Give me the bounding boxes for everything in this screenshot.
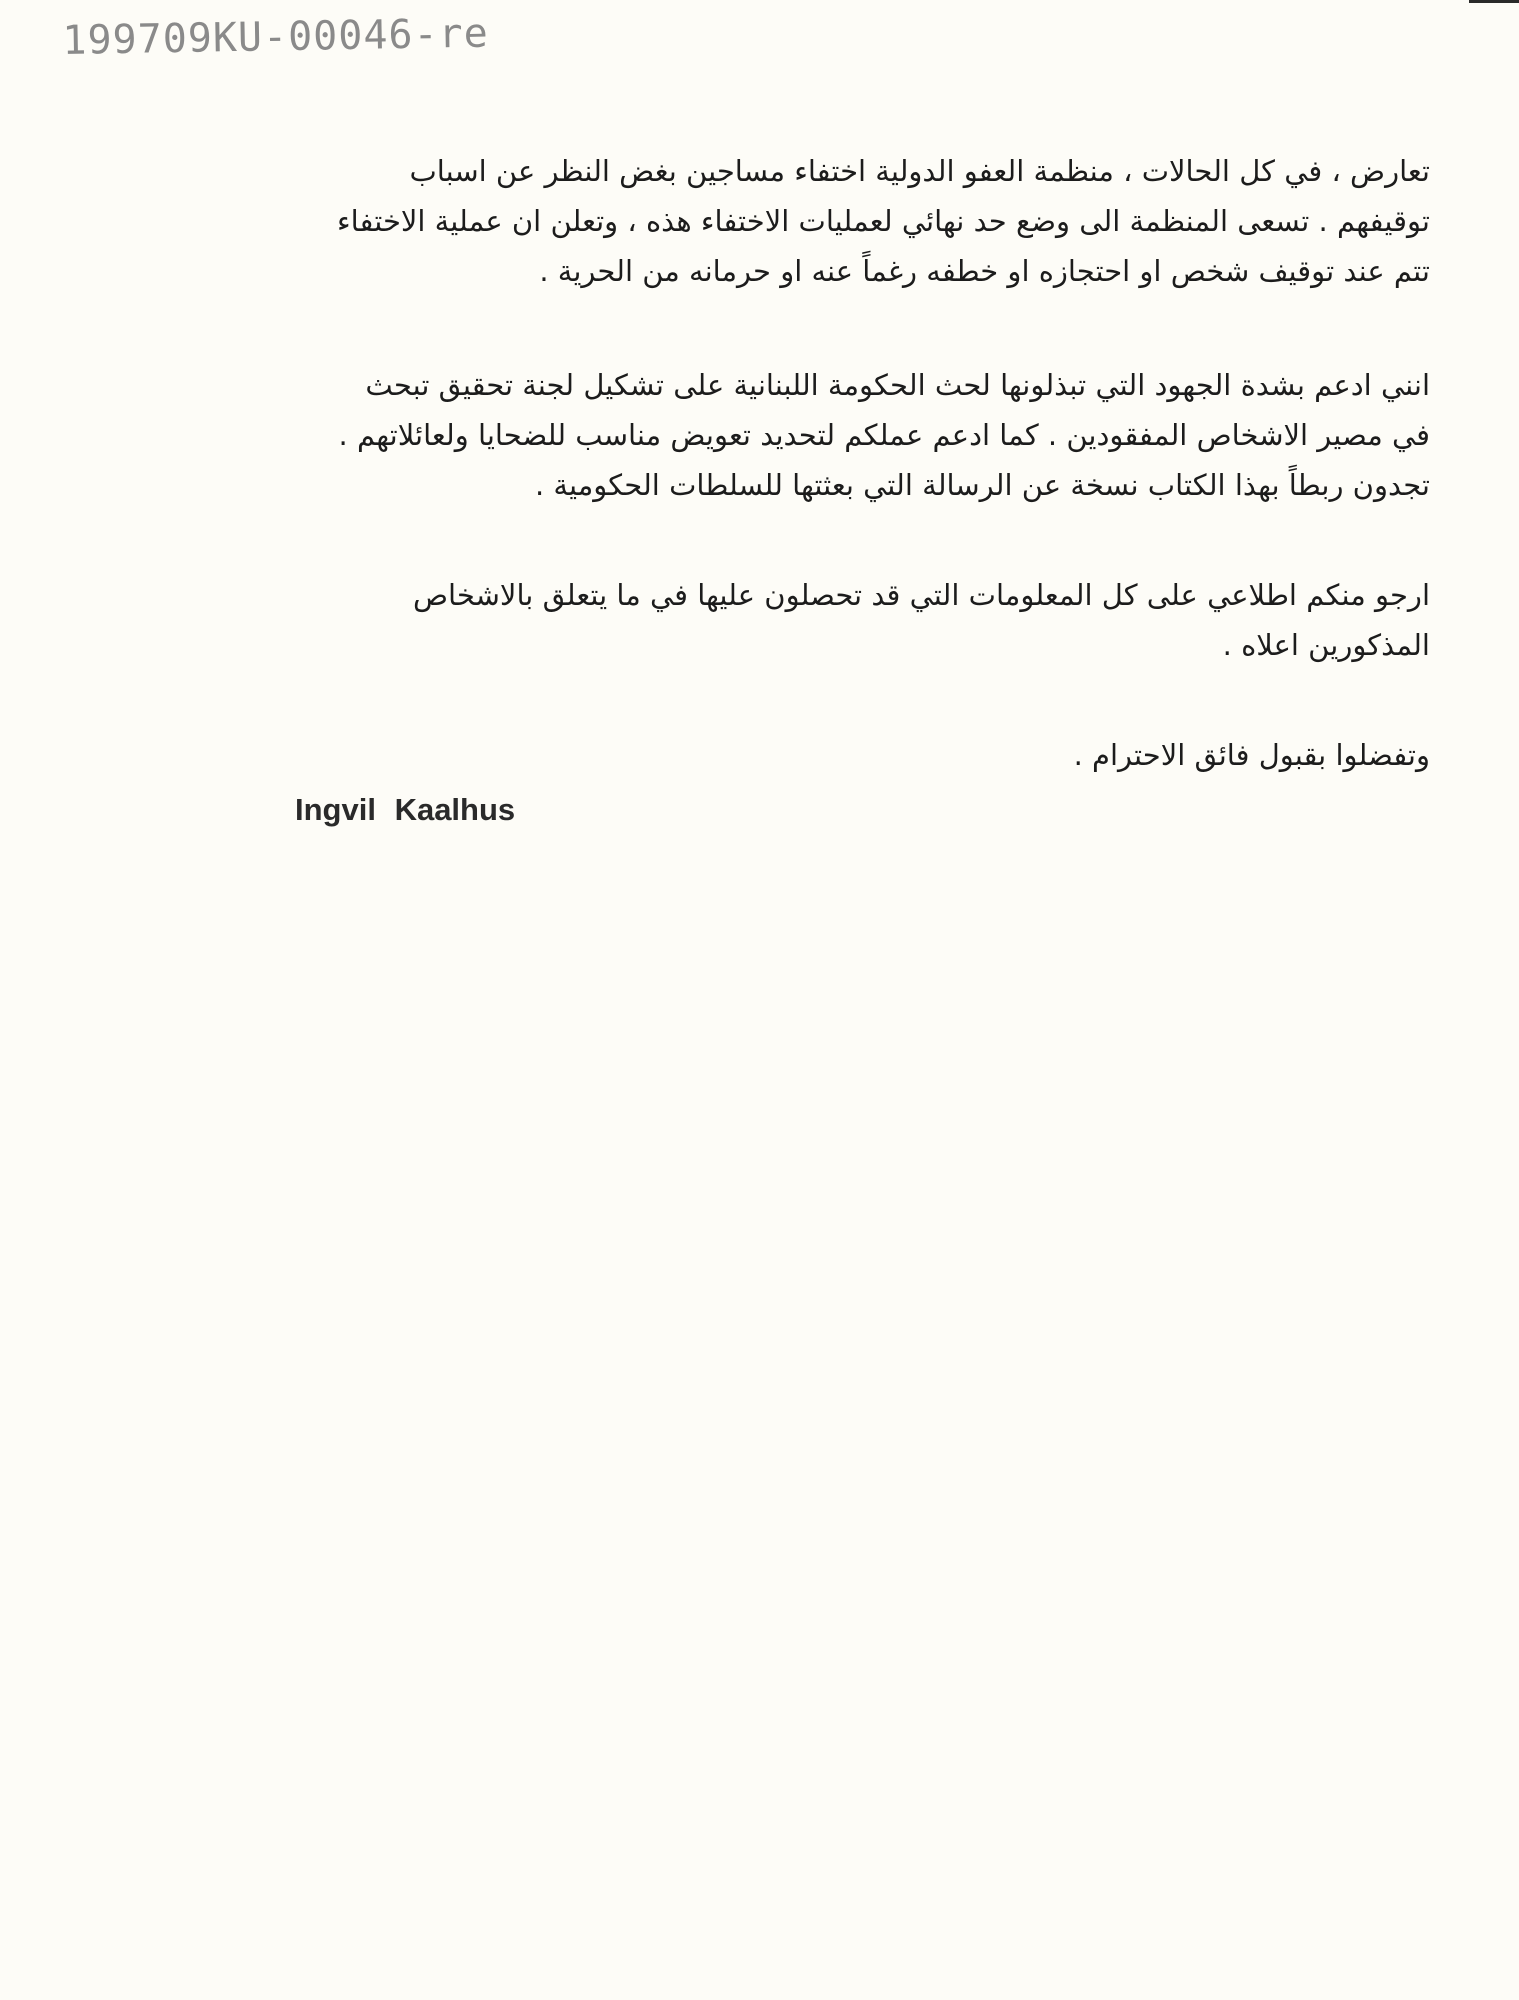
text-line: توقيفهم . تسعى المنظمة الى وضع حد نهائي لعمليات الاختفاء هذه ، وتعلن ان عملية الاختفاء (337, 204, 1430, 238)
text-line: وتفضلوا بقبول فائق الاحترام . (1073, 738, 1430, 772)
handwritten-reference-number: 199709KU-00046-re (62, 10, 490, 64)
text-line: في مصير الاشخاص المفقودين . كما ادعم عملكم لتحديد تعويض مناسب للضحايا ولعائلاتهم . (338, 418, 1430, 452)
text-line: ارجو منكم اطلاعي على كل المعلومات التي قد تحصلون عليها في ما يتعلق بالاشخاص (412, 578, 1430, 612)
closing-salutation (80, 730, 1430, 780)
text-line: المذكورين اعلاه . (1222, 628, 1430, 662)
paragraph-information-request (80, 570, 1430, 670)
paragraph-disappearance-policy (80, 146, 1430, 296)
text-line: تعارض ، في كل الحالات ، منظمة العفو الدولية اختفاء مساجين بغض النظر عن اسباب (409, 154, 1430, 188)
paragraph-support-investigation (80, 360, 1430, 510)
scan-edge-mark (1469, 0, 1519, 3)
text-line: تتم عند توقيف شخص او احتجازه او خطفه رغماً عنه او حرمانه من الحرية . (539, 254, 1430, 288)
text-line: تجدون ربطاً بهذا الكتاب نسخة عن الرسالة التي بعثتها للسلطات الحكومية . (534, 468, 1430, 502)
signature-name: Ingvil Kaalhus (295, 792, 516, 827)
text-line: انني ادعم بشدة الجهود التي تبذلونها لحث الحكومة اللبنانية على تشكيل لجنة تحقيق تبحث (365, 368, 1430, 402)
